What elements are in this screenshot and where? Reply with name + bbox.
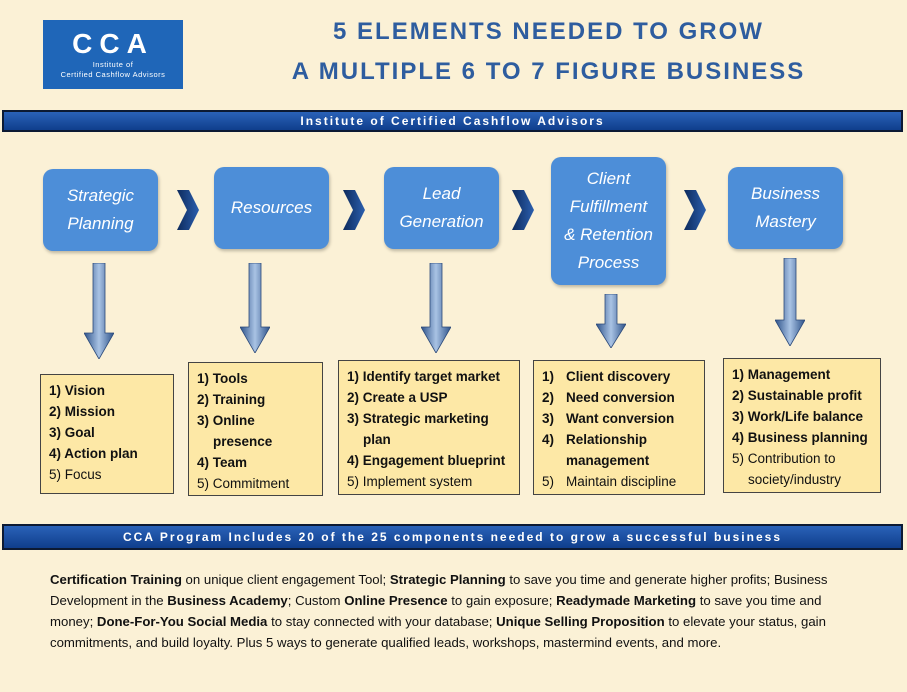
arrow-down-icon bbox=[421, 263, 451, 353]
list-item: 2) Mission bbox=[49, 404, 116, 419]
bottom-banner: CCA Program Includes 20 of the 25 components needed to grow a successful business bbox=[2, 524, 903, 550]
list-box-client-fulfillment bbox=[533, 360, 705, 495]
stage-strategic-planning bbox=[43, 169, 158, 251]
list-item-text: Maintain discipline bbox=[566, 474, 677, 489]
list-box-resources bbox=[188, 362, 323, 496]
footer-highlight: Business Academy bbox=[167, 593, 288, 608]
list-item-text: Relationship management bbox=[566, 432, 650, 468]
logo-line2: Certified Cashflow Advisors bbox=[60, 70, 166, 79]
list-box-strategic-planning bbox=[40, 374, 174, 494]
list-item: 4) Business planning bbox=[732, 430, 868, 445]
stage-label: Strategic Planning bbox=[66, 186, 135, 233]
footer-highlight: Done-For-You Social Media bbox=[96, 614, 268, 629]
list-item: 4) Team bbox=[197, 455, 248, 470]
list-item bbox=[542, 387, 696, 408]
list-item: 3) Goal bbox=[49, 425, 95, 440]
list-item: 5) Focus bbox=[49, 467, 102, 482]
chevron-right-icon bbox=[684, 190, 706, 230]
list-item bbox=[542, 471, 696, 492]
list-item bbox=[542, 429, 696, 471]
footer-highlight: Strategic Planning bbox=[389, 572, 506, 587]
stage-label: Client Fulfillment & Retention Process bbox=[564, 169, 653, 272]
list-item-number: 5) bbox=[542, 474, 555, 489]
footer-text: ; Custom bbox=[287, 593, 345, 608]
chevron-right-icon bbox=[343, 190, 365, 230]
list-item: 4) Engagement blueprint bbox=[347, 453, 506, 468]
list-item bbox=[542, 366, 696, 387]
logo-line1: Institute of bbox=[92, 60, 134, 69]
list-item-number: 4) bbox=[542, 432, 555, 447]
list-box-lead-generation bbox=[338, 360, 520, 495]
logo-acronym: CCA bbox=[72, 28, 154, 59]
footer-text: to save you time and money; bbox=[50, 593, 822, 629]
arrow-down-icon bbox=[596, 294, 626, 348]
list-item: 5) Implement system bbox=[347, 474, 473, 489]
stage-label: Lead Generation bbox=[399, 184, 484, 231]
list-item: 1) Tools bbox=[197, 371, 248, 386]
footer-highlight: Readymade Marketing bbox=[556, 593, 697, 608]
list-item: 5) Contribution to society/industry bbox=[732, 451, 842, 487]
list-item: 1) Management bbox=[732, 367, 831, 382]
top-banner: Institute of Certified Cashflow Advisors bbox=[2, 110, 903, 132]
chevron-right-icon bbox=[512, 190, 534, 230]
arrow-down-icon bbox=[84, 263, 114, 359]
footer-description bbox=[50, 569, 855, 653]
list-item: 2) Training bbox=[197, 392, 266, 407]
title-line2: A MULTIPLE 6 TO 7 FIGURE BUSINESS bbox=[291, 58, 806, 85]
cca-logo bbox=[43, 20, 183, 89]
list-item: 1) Identify target market bbox=[347, 369, 501, 384]
list-item-text: Need conversion bbox=[566, 390, 675, 405]
footer-text: to stay connected with your database; bbox=[267, 614, 497, 629]
list-item: 3) Strategic marketing plan bbox=[347, 411, 489, 447]
list-box-business-mastery bbox=[723, 358, 881, 493]
list-item: 3) Work/Life balance bbox=[732, 409, 864, 424]
list-item: 3) Online presence bbox=[197, 413, 273, 449]
list-item: 2) Create a USP bbox=[347, 390, 448, 405]
chevron-right-icon bbox=[177, 190, 199, 230]
list-item: 2) Sustainable profit bbox=[732, 388, 862, 403]
list-item: 5) Commitment bbox=[197, 476, 290, 491]
title-line1: 5 ELEMENTS NEEDED TO GROW bbox=[333, 18, 764, 45]
stage-business-mastery bbox=[728, 167, 843, 249]
arrow-down-icon bbox=[775, 258, 805, 346]
footer-text: to elevate your status, gain commitments, and build loyalty. Plus 5 ways to generate qualified leads, workshops, mastermind events, and more. bbox=[50, 614, 826, 650]
list-item-number: 1) bbox=[542, 369, 555, 384]
list-item: 1) Vision bbox=[49, 383, 106, 398]
stage-lead-generation bbox=[384, 167, 499, 249]
stage-resources bbox=[214, 167, 329, 249]
list-item bbox=[542, 408, 696, 429]
footer-highlight: Certification Training bbox=[50, 572, 182, 587]
footer-highlight: Online Presence bbox=[344, 593, 448, 608]
stage-label: Business Mastery bbox=[751, 184, 820, 231]
footer-highlight: Unique Selling Proposition bbox=[496, 614, 665, 629]
stage-label: Resources bbox=[230, 198, 313, 217]
arrow-down-icon bbox=[240, 263, 270, 353]
footer-text: to save you time and generate higher profits; Business Development in the bbox=[50, 572, 828, 608]
stage-client-fulfillment bbox=[551, 157, 666, 285]
list-item-number: 3) bbox=[542, 411, 555, 426]
footer-text: to gain exposure; bbox=[447, 593, 557, 608]
list-item-number: 2) bbox=[542, 390, 555, 405]
list-item-text: Want conversion bbox=[566, 411, 675, 426]
list-item-text: Client discovery bbox=[566, 369, 671, 384]
list-item: 4) Action plan bbox=[49, 446, 138, 461]
footer-text: on unique client engagement Tool; bbox=[181, 572, 390, 587]
